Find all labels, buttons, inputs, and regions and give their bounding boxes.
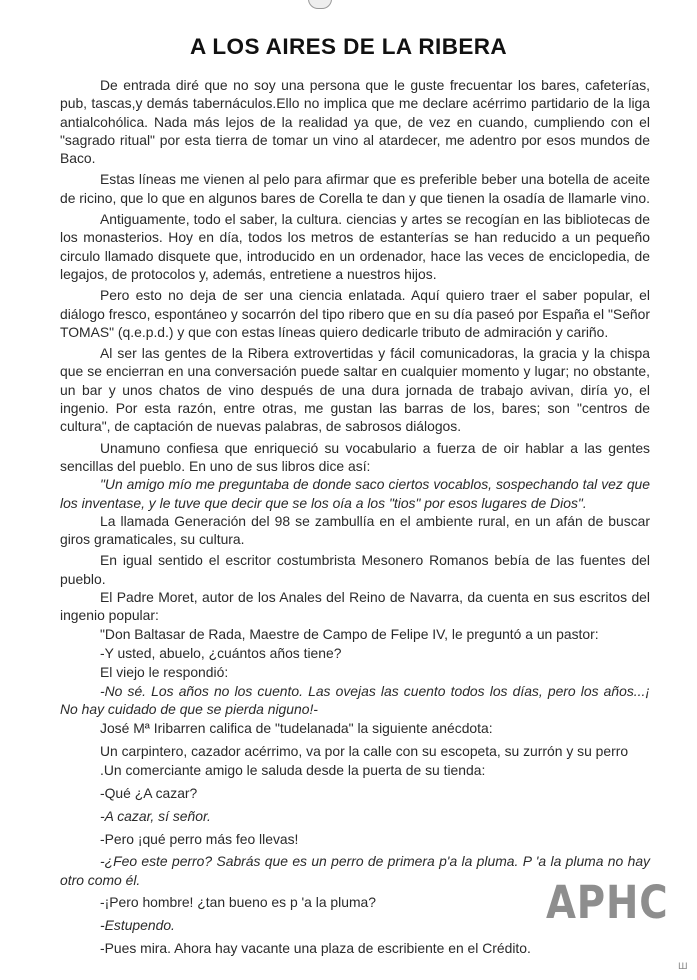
paragraph-generacion-98: La llamada Generación del 98 se zambullía en el ambiente rural, en un afán de buscar giros gramaticales, su cultura.	[60, 512, 650, 548]
article-body	[60, 76, 650, 957]
dialogue-line: -¡Pero hombre! ¿tan bueno es p 'a la pluma?	[100, 894, 376, 911]
dialogue-line: -Estupendo.	[100, 917, 175, 934]
dialogue-line: "Don Baltasar de Rada, Maestre de Campo de Felipe IV, le preguntó a un pastor:	[100, 625, 599, 642]
dialogue-line: .Un comerciante amigo le saluda desde la puerta de su tienda:	[100, 762, 486, 779]
dialogue-line: -A cazar, sí señor.	[100, 807, 211, 824]
dialogue-line: -Y usted, abuelo, ¿cuántos años tiene?	[100, 644, 342, 661]
dialogue-line: -Pero ¡qué perro más feo llevas!	[100, 830, 299, 847]
paragraph-moret: El Padre Moret, autor de los Anales del Reino de Navarra, da cuenta en sus escritos del ingenio popular:	[60, 589, 650, 624]
dialogue-line: -Pues mira. Ahora hay vacante una plaza de escribiente en el Crédito.	[100, 940, 531, 957]
paragraph-gentes-ribera: Al ser las gentes de la Ribera extrovertidas y fácil comunicadoras, la gracia y la chispa que se encierran en una conversación puede saltar en cualquier momento y lugar; no obstante, un bar y unos chatos de vino después de una dura jornada de trabajo avivan, diría yo, el ingenio. Por esta razón, entre otras, me gustan las barras de los, bares; son "centros de cultura", de captación de nuevas palabras, de sabrosos diálogos.	[60, 345, 650, 435]
dialogue-line: Un carpintero, cazador acérrimo, va por la calle con su escopeta, su zurrón y su perro	[100, 742, 629, 759]
paragraph-intro: De entrada diré que no soy una persona que le guste frecuentar los bares, cafeterías, pub, tascas,y demás tabernáculos.Ello no implica que me declare acérrimo partidario de la liga antialcohólica. Nada más lejos de la realidad ya que, de vez en cuando, cumpliendo con el "sagrado ritual" por esta tierra de tomar un vino al atardecer, me adentro por esos mundos de Baco.	[60, 77, 650, 167]
paragraph-ciencia-enlatada: Pero esto no deja de ser una ciencia enlatada. Aquí quiero traer el saber popular, el diálogo fresco, espontáneo y socarrón del tipo ribero que en su día paseó por España el "Señor TOMAS" (q.e.p.d.) y que con estas líneas quiero dedicarle tributo de admiración y cariño.	[60, 287, 650, 340]
paragraph-iribarren: José Mª Iribarren califica de "tudelanada" la siguiente anécdota:	[100, 720, 493, 737]
paragraph-ricino: Estas líneas me vienen al pelo para afirmar que es preferible beber una botella de aceite de ricino, que lo que en algunos bares de Corella te dan y que tienen la osadía de llamarle vino.	[60, 171, 650, 206]
dialogue-line: -No sé. Los años no los cuento. Las ovejas las cuento todos los días, pero los años...¡ No hay cuidado de que se pierda niguno!-	[60, 682, 650, 717]
quote-unamuno: "Un amigo mío me preguntaba de donde saco ciertos vocablos, sospechando tal vez que los inventase, y le tuve que decir que se los oía a los "tios" por esos lugares de Dios".	[60, 476, 650, 511]
paragraph-mesonero: En igual sentido el escritor costumbrista Mesonero Romanos bebía de las fuentes del pueblo.	[60, 552, 650, 587]
corner-page-mark: Ш	[678, 962, 688, 972]
article-title: A LOS AIRES DE LA RIBERA	[189, 34, 508, 59]
aphc-watermark-logo: APHC	[546, 876, 669, 929]
dialogue-line: -¿Feo este perro? Sabrás que es un perro de primera p'a la pluma. P 'a la pluma no hay otro como él.	[60, 853, 650, 888]
dialogue-line: -Qué ¿A cazar?	[100, 784, 198, 801]
paragraph-antiguamente: Antiguamente, todo el saber, la cultura. ciencias y artes se recogían en las bibliotecas de los monasterios. Hoy en día, todos los metros de estanterías se han reducido a un pequeño circulo llamado disquete que, introducido en un ordenador, hace las veces de enciclopedia, de legajos, de protocolos y, además, entretiene a nuestros hijos.	[60, 211, 650, 282]
binding-tab-mark	[308, 0, 332, 9]
dialogue-line: El viejo le respondió:	[100, 664, 229, 681]
paragraph-unamuno: Unamuno confiesa que enriqueció su vocabulario a fuerza de oir hablar a las gentes sencillas del pueblo. En uno de sus libros dice así:	[60, 439, 650, 474]
